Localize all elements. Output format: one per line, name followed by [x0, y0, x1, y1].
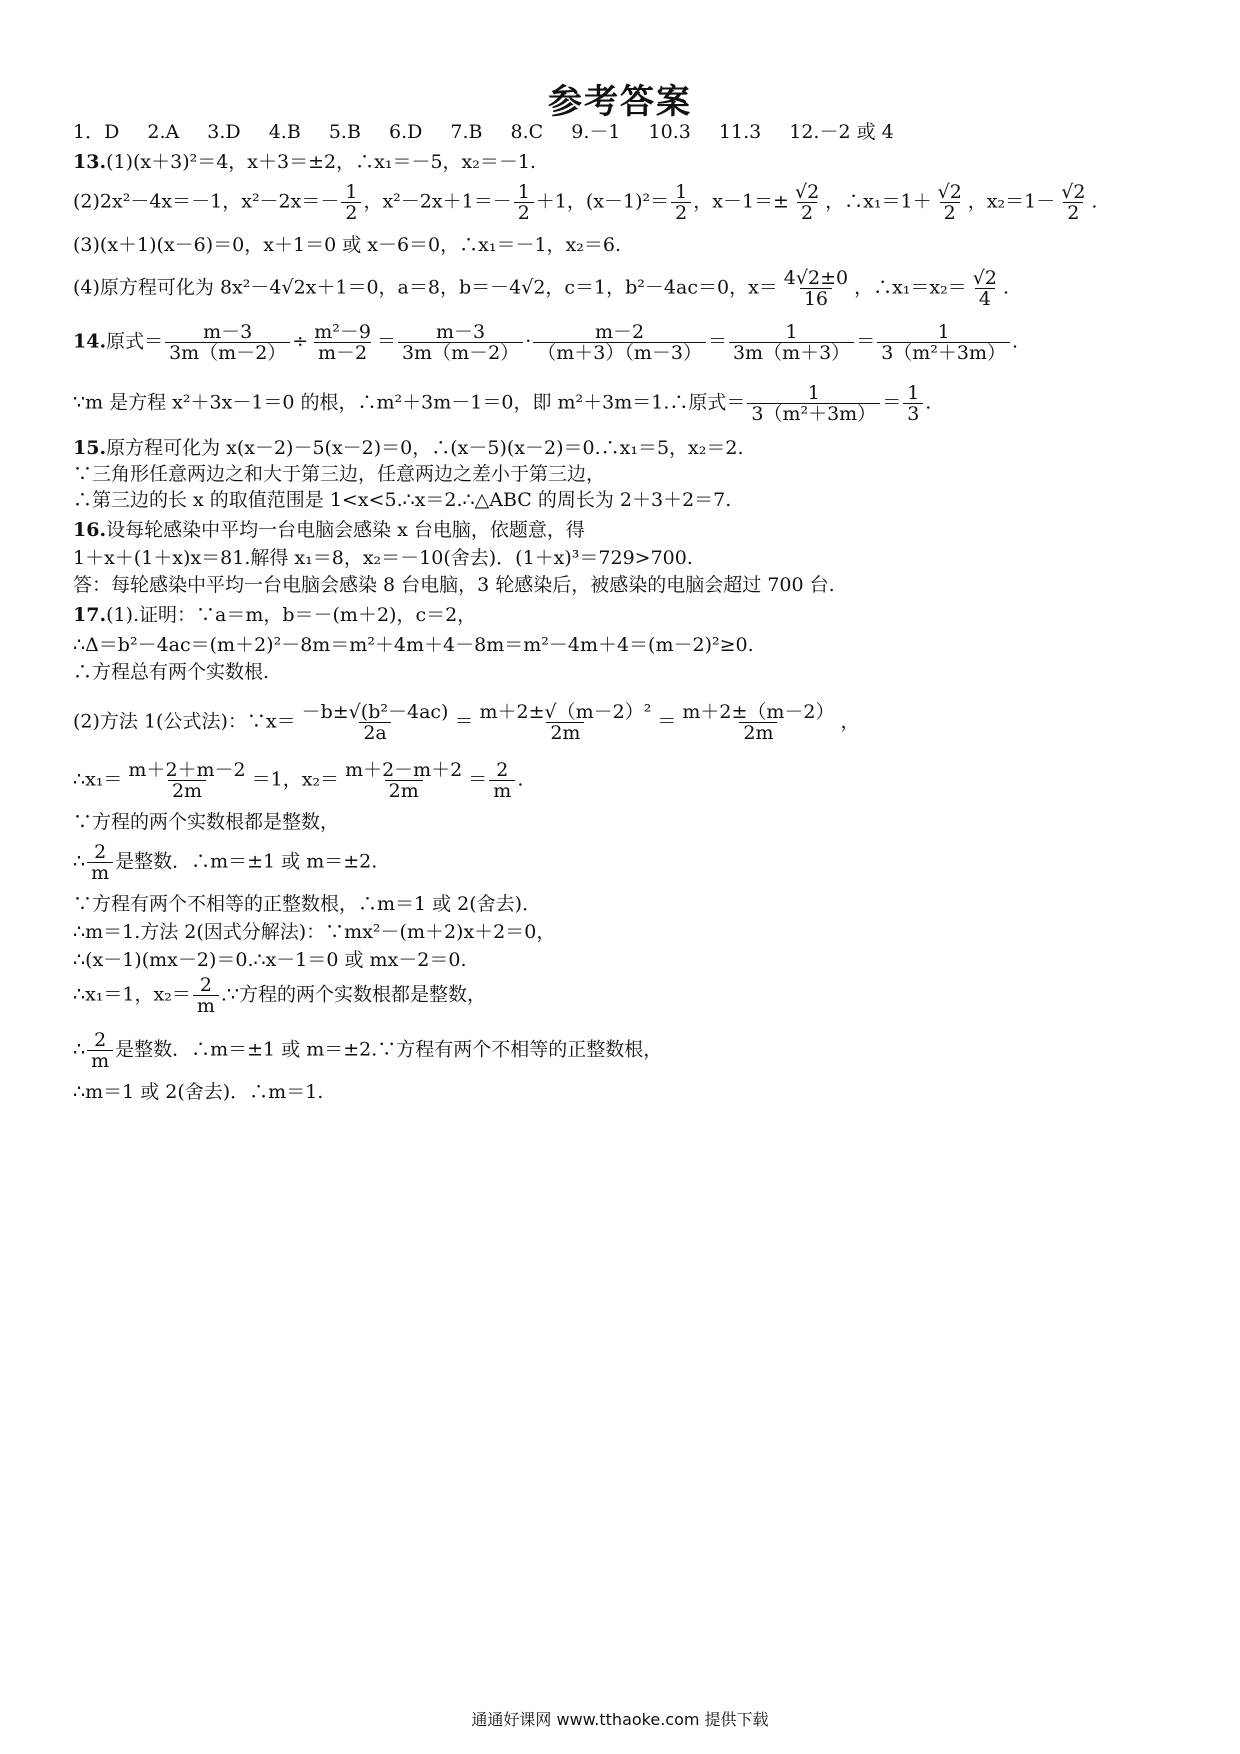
q14-line2: ∵m 是方程 x²＋3x－1＝0 的根，∴m²＋3m－1＝0，即 m²＋3m＝1.∴原式＝ $\frac{1}{\text{3（m²＋3m）}}$ ＝ $\frac{1}{3}$ .: [73, 382, 932, 425]
answer-2: 2.A: [147, 121, 180, 143]
answer-10: 10.3: [648, 121, 691, 143]
footer-credit: 通通好课网 www.tthaoke.com 提供下载: [471, 1710, 769, 1729]
fraction: $\frac{√2}{2}$: [1061, 181, 1086, 224]
q14-label: 14.: [73, 330, 107, 353]
fraction: $\frac{\text{m²－9}}{m-2}$: [314, 321, 371, 364]
q16-line2: 1＋x＋(1＋x)x＝81.解得 x₁＝8，x₂＝－10(舍去)．(1＋x)³＝729>700.: [73, 547, 693, 569]
q13-part3: (3)(x＋1)(x－6)＝0，x＋1＝0 或 x－6＝0，∴x₁＝－1，x₂＝6.: [73, 234, 622, 256]
q17-line2: ∴Δ＝b²－4ac＝(m＋2)²－8m＝m²＋4m＋4－8m＝m²－4m＋4＝(m－2)²≥0.: [73, 634, 754, 656]
fraction: $\frac{√2}{4}$: [972, 267, 997, 310]
fraction: $\frac{1}{2}$: [341, 182, 361, 223]
q17-line4: (2)方法 1(公式法)：∵x＝ $\frac{\text{－b±√(b²－4ac)}}{2a}$ ＝ $\frac{\text{m＋2±√（m－2）²}}{2m}$ ＝ $\frac{m+2\pm(m-2)}{2m}$ ，: [73, 701, 860, 744]
fraction: $\frac{1}{\text{3（m²＋3m）}}$: [877, 322, 1010, 363]
q16-line1: 16.设每轮感染中平均一台电脑会感染 x 台电脑，依题意，得: [73, 519, 585, 541]
q17-label: 17.: [73, 604, 107, 626]
fraction: $\frac{1}{\text{3（m²＋3m）}}$: [747, 383, 880, 424]
answer-5: 5.B: [328, 121, 361, 143]
answer-1: 1．D: [73, 121, 120, 143]
q17-line5: ∴x₁＝ $\frac{m+2+m-2}{2m}$ ＝1，x₂＝ $\frac{m+2-m+2}{2m}$ ＝ $\frac{2}{m}$ .: [73, 759, 524, 802]
fraction: $\frac{1}{2}$: [514, 182, 534, 223]
answer-6: 6.D: [388, 121, 423, 143]
fraction: $\frac{m-2}{(m+3)(m-3)}$: [533, 322, 706, 363]
fraction: $\frac{1}{2}$: [671, 182, 691, 223]
fraction: $\frac{1}{3m(m+3)}$: [729, 322, 854, 363]
q17-line13: ∴m＝1 或 2(舍去)．∴m＝1.: [73, 1081, 324, 1103]
q15-line2: ∵三角形任意两边之和大于第三边，任意两边之差小于第三边，: [73, 463, 606, 485]
page-title: 参考答案: [548, 82, 692, 122]
q16-line3: 答：每轮感染中平均一台电脑会感染 8 台电脑，3 轮感染后，被感染的电脑会超过 700 台.: [73, 574, 835, 596]
fraction: $\frac{2}{m}$: [87, 842, 113, 883]
fraction: $\frac{1}{3}$: [903, 383, 923, 424]
fraction: $\frac{2}{m}$: [193, 975, 219, 1016]
fraction: $\frac{m-3}{3m(m-2)}$: [398, 322, 523, 363]
answer-9: 9.－1: [571, 121, 621, 143]
fraction: $\frac{4√2\pm 0}{16}$: [783, 267, 849, 310]
q14-line1: 14.原式＝ $\frac{m-3}{3m(m-2)}$ ÷ $\frac{\text{m²－9}}{m-2}$ ＝ $\frac{m-3}{3m(m-2)}$ · $\frac{m-2}{(m+3)(m-3)}$ ＝ $\frac{1}{3m(m+3)}$ ＝ $\frac{1}{\text{3（m²＋3m）}}$ .: [73, 321, 1019, 364]
fraction: $\frac{m+2+m-2}{2m}$: [128, 759, 246, 802]
q15-line3: ∴第三边的长 x 的取值范围是 1<x<5.∴x＝2.∴△ABC 的周长为 2＋3＋2＝7.: [73, 489, 732, 511]
fraction: $\frac{\text{m＋2±√（m－2）²}}{2m}$: [479, 701, 652, 744]
fraction: $\frac{√2}{2}$: [937, 181, 962, 224]
q15-line1: 15.原方程可化为 x(x－2)－5(x－2)＝0，∴(x－5)(x－2)＝0.∴x₁＝5，x₂＝2.: [73, 437, 744, 459]
answer-7: 7.B: [450, 121, 483, 143]
answer-4: 4.B: [268, 121, 301, 143]
q16-label: 16.: [73, 519, 107, 541]
fraction: $\frac{√2}{2}$: [794, 181, 820, 224]
fraction: $\frac{\text{－b±√(b²－4ac)}}{2a}$: [301, 701, 449, 744]
answer-8: 8.C: [510, 121, 544, 143]
q17-line1: 17.(1).证明：∵a＝m，b＝－(m＋2)，c＝2，: [73, 604, 477, 626]
fraction: $\frac{2}{m}$: [489, 760, 515, 801]
q17-line9: ∴m＝1.方法 2(因式分解法)：∵mx²－(m＋2)x＋2＝0，: [73, 921, 556, 943]
q13-part4: (4)原方程可化为 8x²－4√2x＋1＝0，a＝8，b＝－4√2，c＝1，b²－4ac＝0，x＝ $\frac{4√2\pm 0}{16}$ ，∴x₁＝x₂＝ $\frac{√2}{4}$ .: [73, 267, 1010, 310]
q17-line3: ∴方程总有两个实数根.: [73, 661, 270, 683]
q17-line8: ∵方程有两个不相等的正整数根，∴m＝1 或 2(舍去)．: [73, 893, 542, 915]
q13-label: 13.: [73, 151, 107, 173]
answer-12: 12.－2 或 4: [789, 121, 894, 143]
q17-line6: ∵方程的两个实数根都是整数，: [73, 811, 340, 833]
q17-line11: ∴x₁＝1，x₂＝ $\frac{2}{m}$ .∵方程的两个实数根都是整数，: [73, 974, 487, 1017]
q17-line10: ∴(x－1)(mx－2)＝0.∴x－1＝0 或 mx－2＝0.: [73, 949, 467, 971]
fraction: $\frac{m-3}{3m(m-2)}$: [165, 322, 290, 363]
answer-3: 3.D: [207, 121, 241, 143]
fraction: $\frac{m+2\pm(m-2)}{2m}$: [682, 701, 835, 744]
fraction: $\frac{2}{m}$: [87, 1030, 113, 1071]
q17-line12: ∴ $\frac{2}{m}$ 是整数．∴m＝±1 或 m＝±2.∵方程有两个不相等的正整数根，: [73, 1029, 663, 1072]
fraction: $\frac{m+2-m+2}{2m}$: [345, 759, 463, 802]
q17-line7: ∴ $\frac{2}{m}$ 是整数．∴m＝±1 或 m＝±2.: [73, 841, 378, 884]
q13-part1: 13.(1)(x＋3)²＝4，x＋3＝±2，∴x₁＝－5，x₂＝－1.: [73, 151, 537, 173]
q15-label: 15.: [73, 437, 107, 459]
answer-11: 11.3: [718, 121, 762, 143]
choice-answers: [73, 120, 916, 144]
q13-part2: (2)2x²－4x＝－1，x²－2x＝－ $\frac{1}{2}$ ，x²－2x＋1＝－ $\frac{1}{2}$ ＋1，(x－1)²＝ $\frac{1}{2}$ ，x－1＝± $\frac{√2}{2}$ ，∴x₁＝1＋ $\frac{√2}{2}$ ，x₂＝1－ $\frac{√2}{2}$ .: [73, 181, 1098, 224]
